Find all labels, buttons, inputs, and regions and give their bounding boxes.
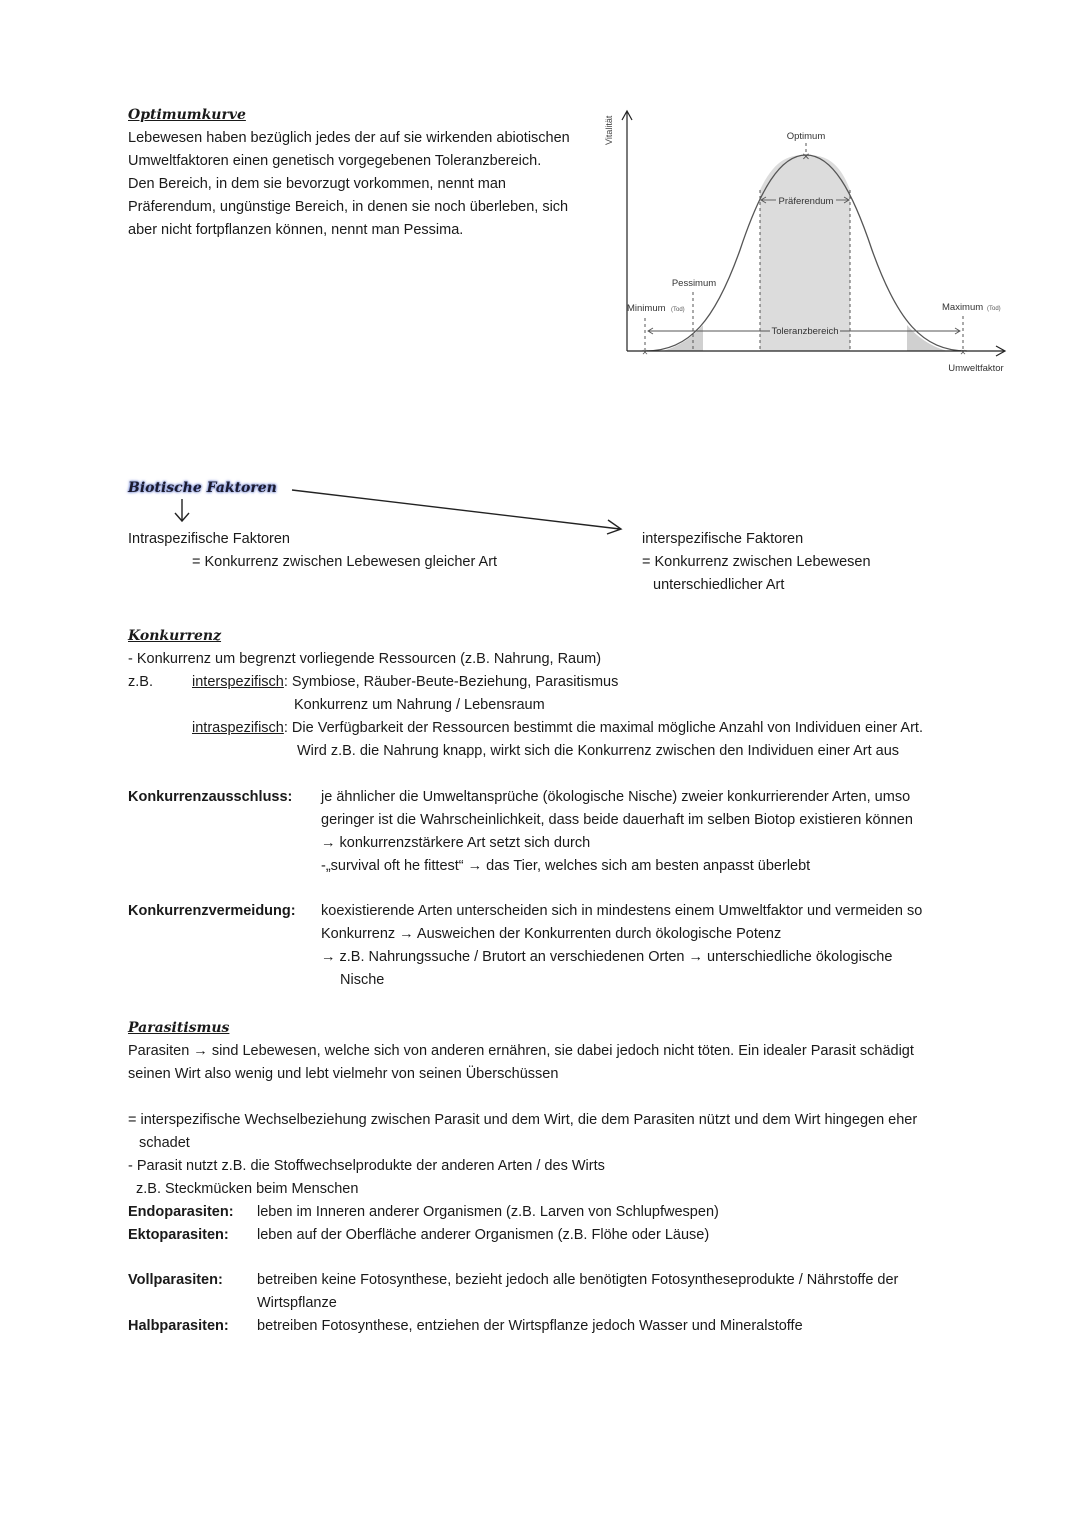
minimum-label: Minimum [627,303,666,314]
praeferendum-area [760,155,850,351]
optimum-line-1: Lebewesen haben bezüglich jedes der auf sie wirkenden abiotischen [128,130,570,146]
vermeidung-line-4: Nische [340,972,385,988]
ausschluss-label: Konkurrenzausschluss: [128,789,293,805]
x-axis-label: Umweltfaktor [948,363,1004,374]
intra-title: Intraspezifische Faktoren [128,531,290,547]
svg-text:✕: ✕ [959,348,967,357]
parasit-p2-line-4: z.B. Steckmücken beim Menschen [136,1181,359,1197]
optimum-line-4: Präferendum, ungünstige Bereich, in denen sie noch überleben, sich [128,199,569,215]
intra-row [192,717,923,740]
biotisch-heading: Biotische Faktoren [128,480,277,496]
halb-text: betreiben Fotosynthese, entziehen der Wirtspflanze jedoch Wasser und Mineralstoffe [257,1318,803,1334]
parasit-p2-line-1: = interspezifische Wechselbeziehung zwischen Parasit und dem Wirt, die dem Parasiten nützt und dem Wirt hingegen eher [128,1112,918,1128]
parasit-p1-line-1: Parasiten → sind Lebewesen, welche sich von anderen ernähren, sie dabei jedoch nicht töten. Ein idealer Parasit schädigt [128,1043,914,1059]
konkurrenz-heading: Konkurrenz [128,628,222,644]
ausschluss-line-1: je ähnlicher die Umweltansprüche (ökologische Nische) zweier konkurrierender Arten, umso [321,789,911,805]
vermeidung-line-2: Konkurrenz → Ausweichen der Konkurrenten durch ökologische Potenz [321,926,782,942]
voll-label: Vollparasiten: [128,1272,223,1288]
inter-text-2: Konkurrenz um Nahrung / Lebensraum [294,697,545,713]
ekto-label: Ektoparasiten: [128,1227,229,1243]
minimum-note: (Tod) [671,307,685,313]
optimum-label: Optimum [786,131,826,142]
intra-definition: = Konkurrenz zwischen Lebewesen gleicher Art [192,554,498,570]
svg-text:✕: ✕ [801,152,811,163]
optimum-line-2: Umweltfaktoren einen genetisch vorgegebenen Toleranzbereich. [128,153,542,169]
konkurrenz-zb: z.B. [128,674,153,690]
praeferendum-label: Präferendum [778,196,834,207]
parasit-p1-line-2: seinen Wirt also wenig und lebt vielmehr von seinen Überschüssen [128,1066,559,1082]
maximum-label: Maximum [942,302,984,313]
vermeidung-label: Konkurrenzvermeidung: [128,903,296,919]
ekto-text: leben auf der Oberfläche anderer Organismen (z.B. Flöhe oder Läuse) [257,1227,710,1243]
optimum-curve-diagram [600,100,1020,390]
parasit-p2-line-3: - Parasit nutzt z.B. die Stoffwechselprodukte der anderen Arten / des Wirts [128,1158,605,1174]
endo-text: leben im Inneren anderer Organismen (z.B. Larven von Schlupfwespen) [257,1204,719,1220]
maximum-note: (Tod) [987,306,1001,312]
intra-text: : Die Verfügbarkeit der Ressourcen bestimmt die maximal mögliche Anzahl von Individuen einer Art. [283,720,923,736]
ausschluss-line-4: -„survival oft he fittest“ → das Tier, welches sich am besten anpasst überlebt [321,858,811,874]
svg-text:✕: ✕ [641,348,649,357]
y-axis-label: Vitalität [604,115,614,145]
optimum-heading: Optimumkurve [128,107,246,123]
inter-text: : Symbiose, Räuber-Beute-Beziehung, Parasitismus [283,674,619,690]
intra-text-2: Wird z.B. die Nahrung knapp, wirkt sich die Konkurrenz zwischen den Individuen einer Art aus [297,743,900,759]
inter-definition-2: unterschiedlicher Art [653,577,785,593]
optimum-line-3: Den Bereich, in dem sie bevorzugt vorkommen, nennt man [128,176,506,192]
arrow-down-icon [172,497,192,527]
inter-label: interspezifisch [192,674,284,690]
voll-text-1: betreiben keine Fotosynthese, bezieht jedoch alle benötigten Fotosyntheseprodukte / Nährstoffe der [257,1272,899,1288]
parasit-p2-line-2: schadet [139,1135,190,1151]
ausschluss-line-3: → konkurrenzstärkere Art setzt sich durch [321,835,591,851]
ausschluss-line-2: geringer ist die Wahrscheinlichkeit, dass beide dauerhaft im selben Biotop existieren können [321,812,913,828]
konkurrenz-line-1: - Konkurrenz um begrenzt vorliegende Ressourcen (z.B. Nahrung, Raum) [128,651,602,667]
inter-row [192,671,618,694]
intra-label: intraspezifisch [192,720,284,736]
endo-label: Endoparasiten: [128,1204,234,1220]
inter-title: interspezifische Faktoren [642,531,804,547]
arrow-right-icon [290,485,630,535]
vermeidung-line-3: → z.B. Nahrungssuche / Brutort an verschiedenen Orten → unterschiedliche ökologische [321,949,893,965]
optimum-line-5: aber nicht fortpflanzen können, nennt man Pessima. [128,222,464,238]
pessimum-label: Pessimum [671,278,717,289]
inter-definition-1: = Konkurrenz zwischen Lebewesen [642,554,871,570]
voll-text-2: Wirtspflanze [257,1295,337,1311]
parasitismus-heading: Parasitismus [128,1020,230,1036]
toleranz-label: Toleranzbereich [771,326,839,337]
vermeidung-line-1: koexistierende Arten unterscheiden sich in mindestens einem Umweltfaktor und vermeiden so [321,903,923,919]
halb-label: Halbparasiten: [128,1318,229,1334]
